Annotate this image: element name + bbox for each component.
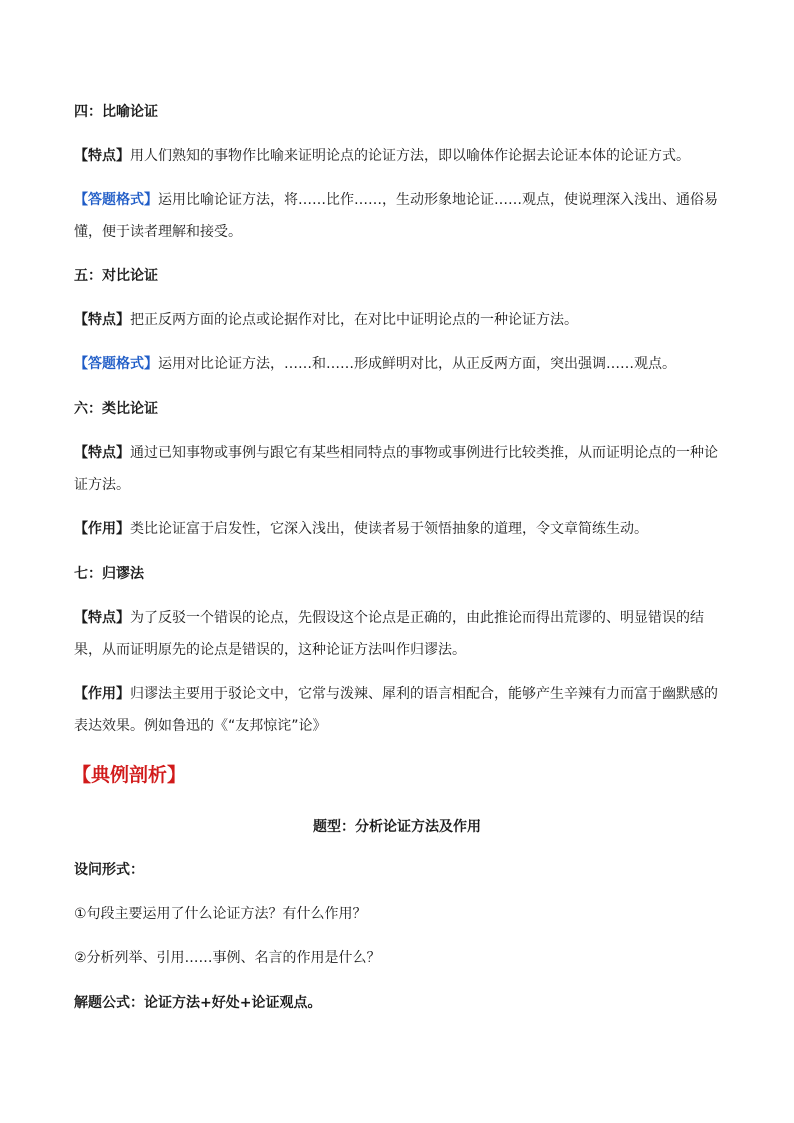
answer-format-paragraph	[74, 184, 724, 248]
feature-paragraph	[74, 304, 724, 336]
feature-text: 把正反两方面的论点或论据作对比，在对比中证明论点的一种论证方法。	[130, 312, 578, 328]
section-heading-analogy: 六：类比论证	[74, 401, 158, 417]
effect-tag: 【作用】	[74, 686, 130, 702]
feature-text: 通过已知事物或事例与跟它有某些相同特点的事物或事例进行比较类推，从而证明论点的一种论证方法。	[74, 445, 718, 493]
feature-paragraph	[74, 437, 724, 501]
section-heading-reductio: 七：归谬法	[74, 566, 144, 582]
feature-text: 用人们熟知的事物作比喻来证明论点的论证方法，即以喻体作论据去论证本体的论证方式。	[130, 148, 690, 164]
solution-formula: 解题公式：论证方法+好处+论证观点。	[74, 995, 322, 1011]
feature-tag: 【特点】	[74, 610, 130, 626]
answer-format-tag: 【答题格式】	[74, 356, 158, 372]
effect-tag: 【作用】	[74, 521, 130, 537]
effect-paragraph	[74, 678, 724, 742]
example-analysis-title: 【典例剖析】	[72, 764, 187, 786]
feature-tag: 【特点】	[74, 148, 130, 164]
section-heading-metaphor: 四：比喻论证	[74, 104, 158, 120]
question-item-1: ①句段主要运用了什么论证方法？有什么作用？	[74, 906, 367, 922]
feature-text: 为了反驳一个错误的论点，先假设这个论点是正确的，由此推论而得出荒谬的、明显错误的结果，从而证明原先的论点是错误的，这种论证方法叫作归谬法。	[74, 610, 704, 658]
effect-text: 类比论证富于启发性，它深入浅出，使读者易于领悟抽象的道理，令文章简练生动。	[130, 521, 648, 537]
effect-text: 归谬法主要用于驳论文中，它常与泼辣、犀利的语言相配合，能够产生辛辣有力而富于幽默感的表达效果。例如鲁迅的《“友邦惊诧”论》	[74, 686, 718, 734]
feature-paragraph	[74, 140, 724, 172]
answer-format-text: 运用对比论证方法，……和……形成鲜明对比，从正反两方面，突出强调……观点。	[158, 356, 676, 372]
answer-format-tag: 【答题格式】	[74, 192, 158, 208]
question-item-2: ②分析列举、引用……事例、名言的作用是什么？	[74, 950, 381, 966]
section-heading-contrast: 五：对比论证	[74, 268, 158, 284]
feature-paragraph	[74, 602, 724, 666]
question-form-label: 设问形式：	[74, 862, 144, 878]
feature-tag: 【特点】	[74, 312, 130, 328]
answer-format-paragraph	[74, 348, 724, 380]
effect-paragraph	[74, 513, 724, 545]
answer-format-text: 运用比喻论证方法，将……比作……，生动形象地论证……观点，使说理深入浅出、通俗易懂，便于读者理解和接受。	[74, 192, 718, 240]
question-type-title: 题型：分析论证方法及作用	[313, 819, 481, 835]
feature-tag: 【特点】	[74, 445, 130, 461]
